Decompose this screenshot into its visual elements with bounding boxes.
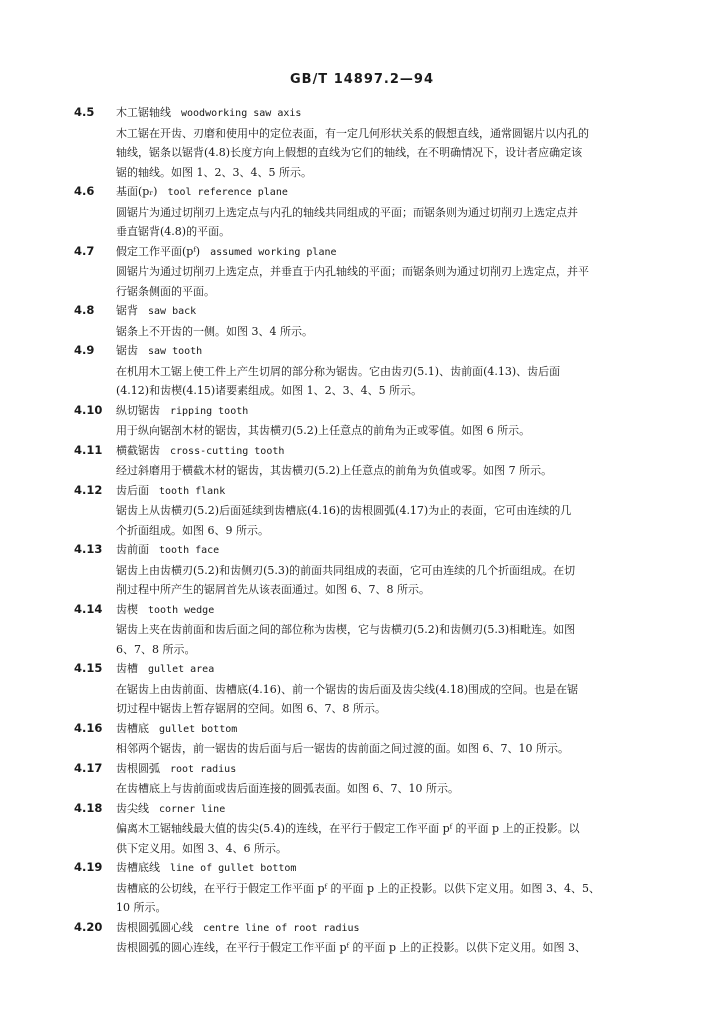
term-english: corner line (159, 803, 226, 815)
definition-line: 行锯条侧面的平面。 (116, 284, 215, 298)
definition-line: 圆锯片为通过切削刃上选定点与内孔的轴线共同组成的平面；而锯条则为通过切削刃上选定点并 (116, 205, 578, 219)
term-heading (74, 481, 664, 502)
definition-line: 10 所示。 (116, 901, 167, 914)
term-heading (74, 799, 664, 820)
term-entry (74, 659, 664, 719)
definition-line: 圆锯片为通过切削刃上选定点，并垂直于内孔轴线的平面；而锯条则为通过切削刃上选定点，并平 (116, 265, 589, 278)
term-english: tool reference plane (167, 187, 288, 198)
definition-line: 在齿槽底上与齿前面或齿后面连接的圆弧表面。如图 6、7、10 所示。 (116, 782, 459, 795)
definition-line: 削过程中所产生的锯屑首先从该表面通过。如图 6、7、8 所示。 (116, 583, 430, 596)
term-heading (74, 540, 664, 561)
term-chinese: 齿槽底线 (116, 861, 160, 874)
term-number: 4.20 (74, 919, 103, 934)
definition-line: 个折面组成。如图 6、9 所示。 (116, 523, 269, 537)
term-number: 4.7 (74, 243, 95, 258)
term-chinese: 齿楔 (116, 602, 138, 616)
term-english: saw back (148, 306, 197, 317)
term-chinese: 纵切锯齿 (116, 403, 160, 417)
term-entry (74, 103, 664, 182)
term-english: tooth flank (159, 485, 226, 497)
term-heading (74, 401, 664, 422)
term-english: gullet bottom (159, 723, 238, 735)
term-entry (74, 799, 664, 859)
term-entry (74, 540, 664, 600)
term-english: centre line of root radius (203, 922, 360, 934)
term-entry (74, 481, 664, 541)
term-heading (74, 659, 664, 680)
term-chinese: 锯背 (116, 304, 138, 317)
term-heading (74, 301, 664, 322)
term-english: root radius (170, 763, 237, 775)
term-chinese: 齿尖线 (116, 801, 149, 815)
term-number: 4.16 (74, 720, 103, 735)
term-heading (74, 182, 664, 203)
term-chinese: 锯齿 (116, 344, 138, 357)
term-number: 4.11 (74, 442, 103, 457)
definition-line: 6、7、8 所示。 (116, 642, 196, 656)
definition-line: 垂直锯背(4.8)的平面。 (116, 225, 231, 238)
term-entry (74, 341, 664, 401)
definition-line: 轴线，锯条以锯背(4.8)长度方向上假想的直线为它们的轴线，在不明确情况下，设计者应确定该 (116, 146, 583, 159)
terms-list (74, 103, 664, 958)
term-english: cross-cutting tooth (170, 445, 285, 457)
definition-line: 供下定义用。如图 3、4、6 所示。 (116, 841, 287, 855)
definition-line: 锯齿上夹在齿前面和齿后面之间的部位称为齿楔，它与齿横刃(5.2)和齿侧刃(5.3)相毗连。如图 (116, 623, 576, 636)
definition-line: 锯齿上从齿横刃(5.2)后面延续到齿槽底(4.16)的齿根圆弧(4.17)为止的表面，它可由连续的几 (116, 504, 572, 517)
term-entry (74, 719, 664, 759)
term-heading (74, 103, 664, 124)
term-number: 4.8 (74, 303, 95, 317)
definition-line: 经过斜磨用于横截木材的锯齿，其齿横刃(5.2)上任意点的前角为负值或零。如图 7 所示。 (116, 464, 553, 477)
term-english: ripping tooth (170, 405, 249, 417)
term-number: 4.9 (74, 343, 95, 357)
term-english: tooth face (159, 545, 220, 556)
term-english: line of gullet bottom (170, 863, 297, 874)
term-chinese: 齿槽底 (116, 721, 149, 735)
term-heading (74, 600, 664, 621)
term-entry (74, 441, 664, 481)
term-number: 4.19 (74, 860, 103, 874)
term-chinese: 齿根圆弧圆心线 (116, 920, 193, 934)
definition-line: 锯齿上由齿横刃(5.2)和齿侧刃(5.3)的前面共同组成的表面，它可由连续的几个折面组成。在切 (116, 563, 576, 577)
term-heading (74, 441, 664, 462)
definition-line: 在机用木工锯上使工件上产生切屑的部分称为锯齿。它由齿刃(5.1)、齿前面(4.13)、齿后面 (116, 364, 561, 378)
term-entry (74, 918, 664, 958)
term-english: assumed working plane (210, 246, 337, 258)
definition-line: 用于纵向锯剖木材的锯齿，其齿横刃(5.2)上任意点的前角为正或零值。如图 6 所示。 (116, 424, 531, 437)
standard-number-header: GB/T 14897.2—94 (289, 72, 435, 87)
term-chinese: 齿根圆弧 (116, 761, 160, 775)
term-number: 4.13 (74, 542, 103, 556)
term-number: 4.17 (74, 760, 103, 775)
term-english: woodworking saw axis (181, 108, 302, 119)
term-entry (74, 242, 664, 302)
term-heading (74, 341, 664, 362)
term-entry (74, 858, 664, 918)
definition-line: 在锯齿上由齿前面、齿槽底(4.16)、前一个锯齿的齿后面及齿尖线(4.18)围成的空间。也是在锯 (116, 682, 579, 696)
term-number: 4.6 (74, 184, 95, 198)
term-number: 4.5 (74, 105, 95, 119)
term-heading (74, 918, 664, 939)
term-number: 4.15 (74, 661, 103, 675)
term-number: 4.12 (74, 482, 103, 497)
term-number: 4.14 (74, 601, 103, 616)
term-chinese: 假定工作平面(pᶠ) (116, 244, 201, 258)
definition-line: 偏离木工锯轴线最大值的齿尖(5.4)的连线，在平行于假定工作平面 pᶠ 的平面 p 上的正投影。以 (116, 822, 580, 835)
definition-line: 齿槽底的公切线，在平行于假定工作平面 pᶠ 的平面 p 上的正投影。以供下定义用。如图 3、4、5、 (116, 881, 600, 895)
term-heading (74, 719, 664, 740)
definition-line: 锯的轴线。如图 1、2、3、4、5 所示。 (116, 165, 312, 179)
term-chinese: 齿后面 (116, 483, 149, 497)
term-chinese: 齿前面 (116, 543, 149, 556)
term-english: tooth wedge (148, 604, 215, 616)
definition-line: 锯条上不开齿的一侧。如图 3、4 所示。 (116, 324, 313, 338)
term-number: 4.18 (74, 800, 103, 815)
term-entry (74, 600, 664, 660)
term-english: gullet area (148, 664, 215, 675)
term-entry (74, 301, 664, 341)
term-heading (74, 242, 664, 263)
term-chinese: 木工锯轴线 (116, 106, 171, 119)
term-number: 4.10 (74, 402, 103, 417)
term-heading (74, 759, 664, 780)
term-chinese: 齿槽 (116, 662, 138, 675)
definition-line: 切过程中锯齿上暂存锯屑的空间。如图 6、7、8 所示。 (116, 702, 386, 715)
term-english: saw tooth (148, 346, 203, 357)
definition-line: (4.12)和齿楔(4.15)诸要素组成。如图 1、2、3、4、5 所示。 (116, 384, 423, 397)
term-chinese: 基面(pᵣ) (116, 185, 158, 198)
term-entry (74, 401, 664, 441)
term-entry (74, 182, 664, 242)
definition-line: 木工锯在开齿、刃磨和使用中的定位表面，有一定几何形状关系的假想直线，通常圆锯片以内孔的 (116, 126, 589, 140)
definition-line: 齿根圆弧的圆心连线，在平行于假定工作平面 pᶠ 的平面 p 上的正投影。以供下定义用。如图 3、 (116, 941, 586, 954)
term-heading (74, 858, 664, 879)
definition-line: 相邻两个锯齿，前一锯齿的齿后面与后一锯齿的齿前面之间过渡的面。如图 6、7、10 所示。 (116, 742, 569, 755)
term-entry (74, 759, 664, 799)
term-chinese: 横截锯齿 (116, 443, 160, 457)
